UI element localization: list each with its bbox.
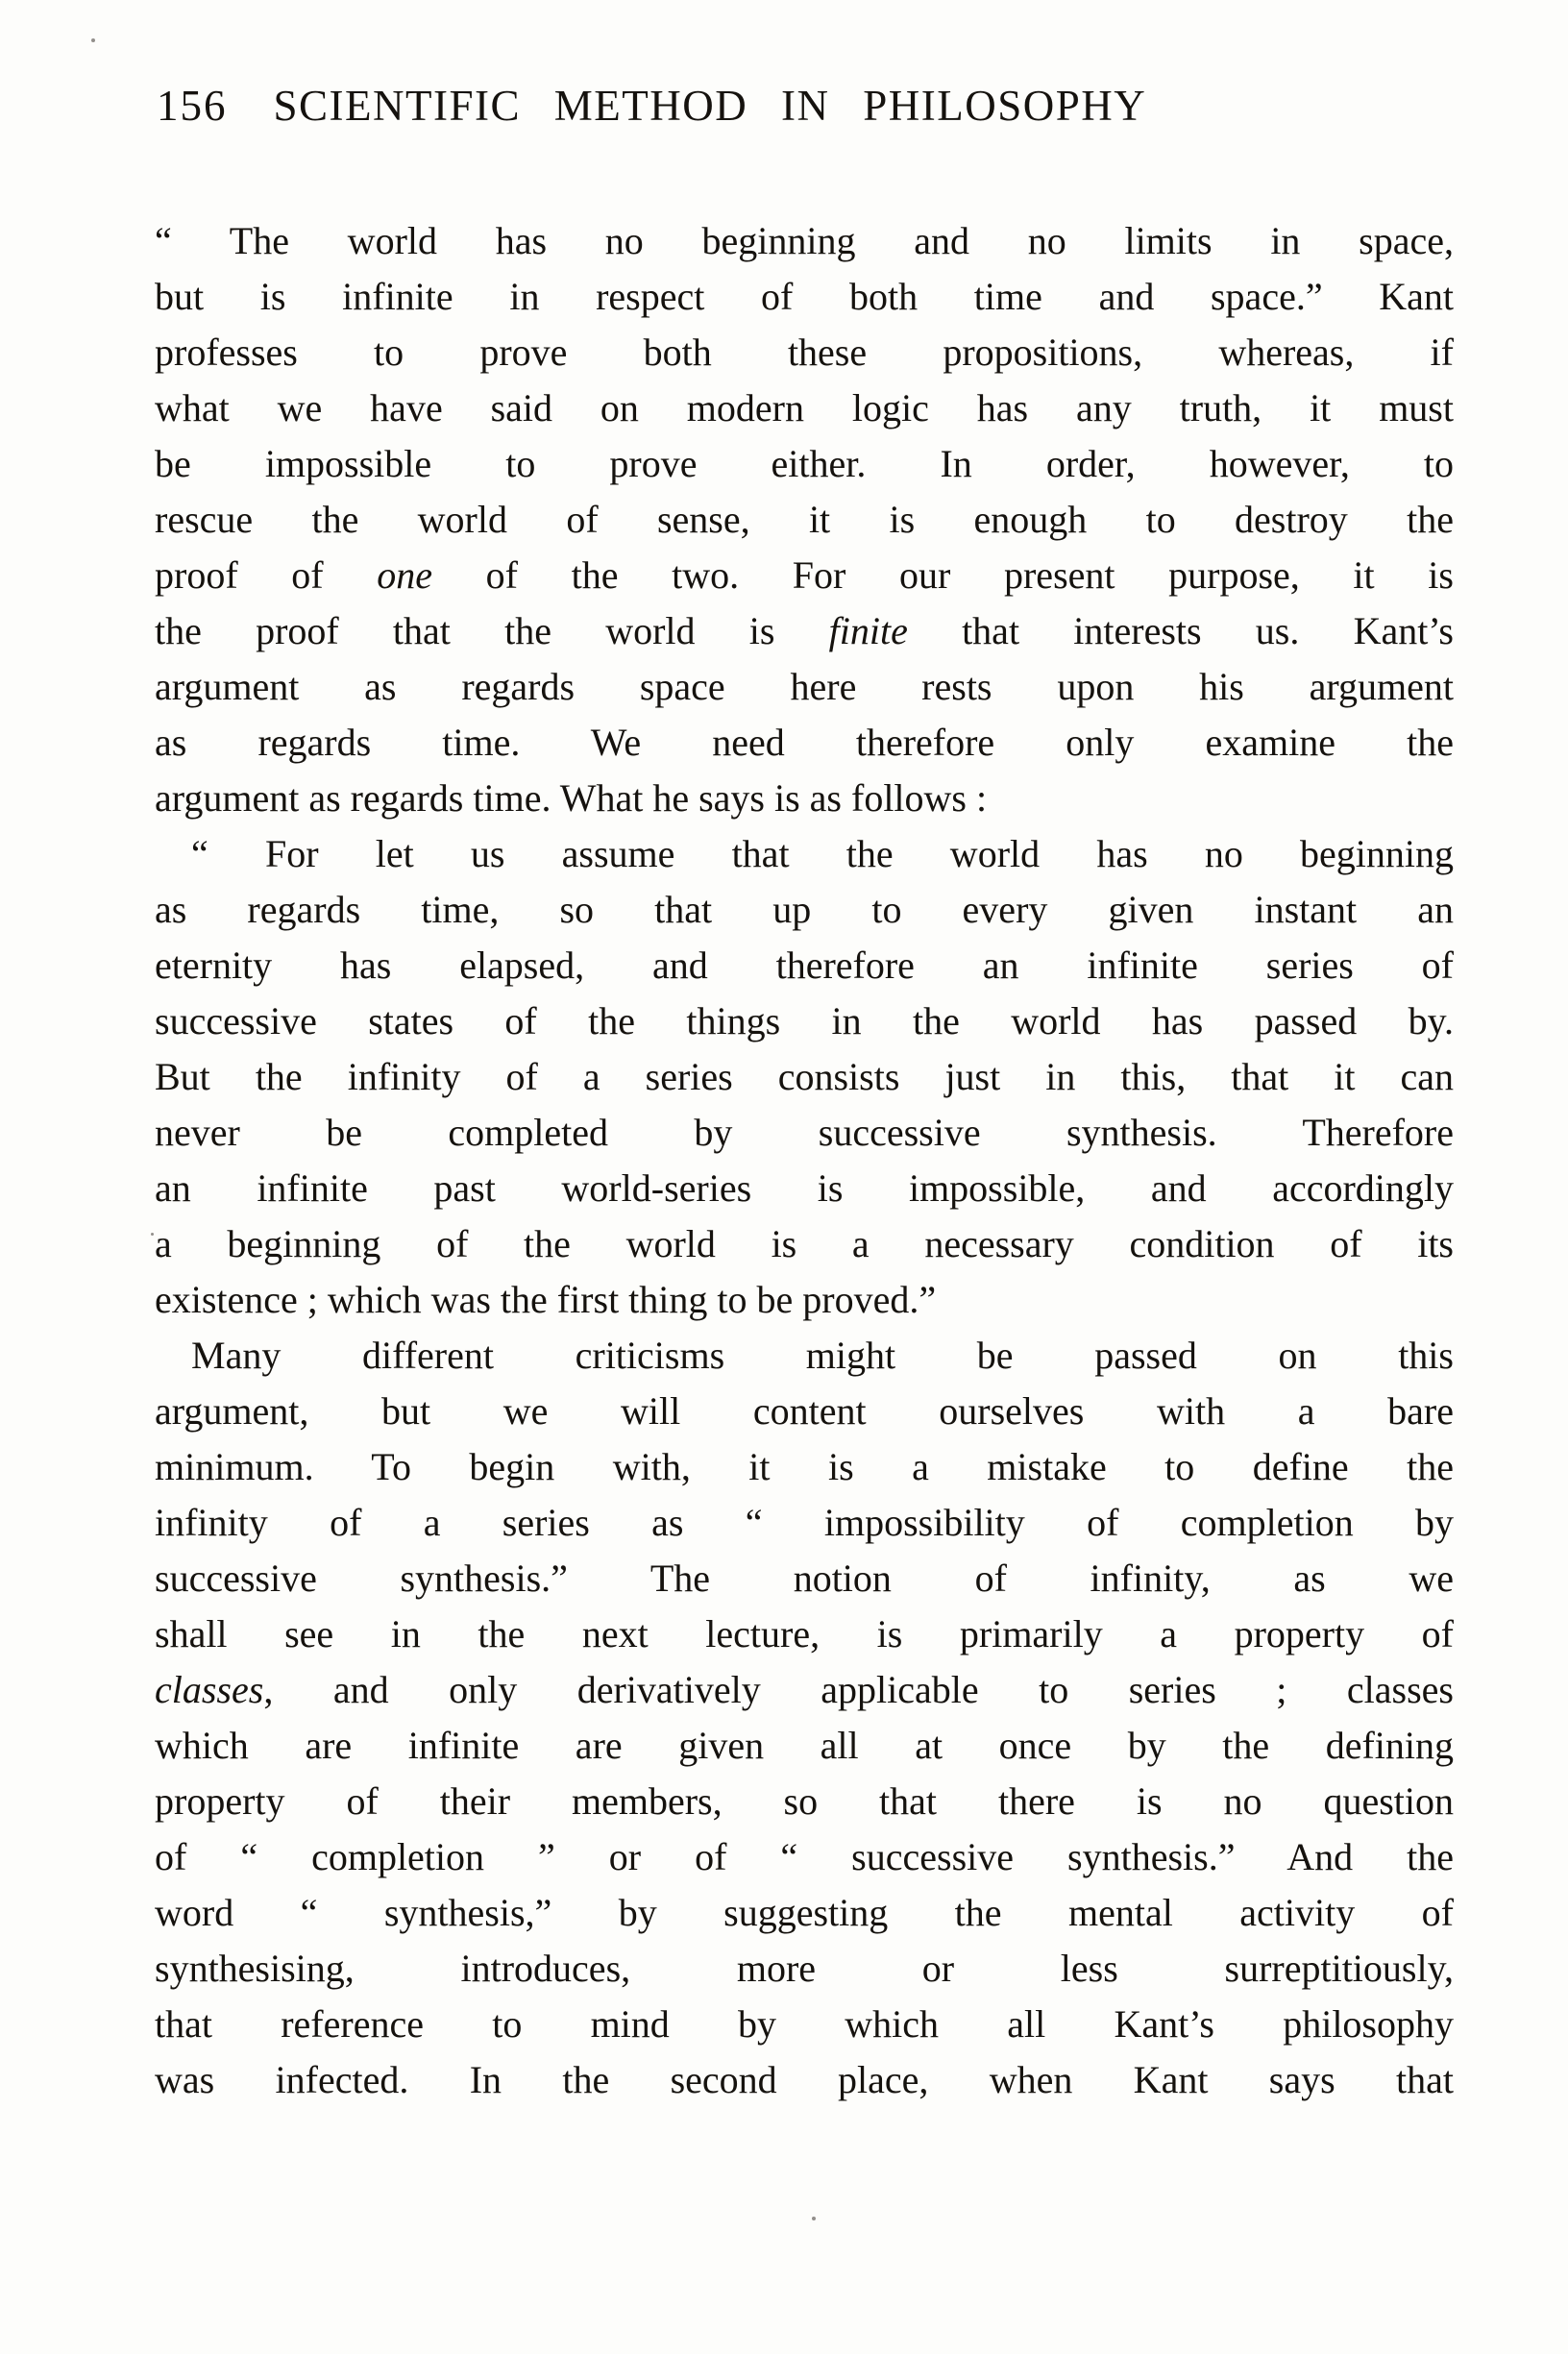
- text-line: [155, 1105, 1454, 1161]
- text-line: [155, 826, 1454, 882]
- text-line: [155, 436, 1454, 492]
- italic-text: finite: [828, 609, 908, 652]
- text-segment: rescue the world of sense, it is enough to destroy the: [155, 498, 1454, 541]
- text-segment: professes to prove both these propositions, whereas, if: [155, 331, 1454, 374]
- text-line: [155, 659, 1454, 715]
- text-segment: successive synthesis.” The notion of infinity, as we: [155, 1557, 1454, 1600]
- text-line: [155, 1662, 1454, 1718]
- text-segment: property of their members, so that there is no question: [155, 1779, 1454, 1823]
- text-segment: minimum. To begin with, it is a mistake to define the: [155, 1445, 1454, 1488]
- text-line: [155, 771, 1454, 826]
- text-segment: proof of: [155, 553, 378, 597]
- running-title: SCIENTIFIC METHOD IN PHILOSOPHY: [273, 82, 1147, 130]
- text-line: [155, 2052, 1454, 2108]
- text-block: [155, 213, 1454, 2108]
- italic-text: one: [377, 553, 433, 597]
- text-segment: be impossible to prove either. In order, however, to: [155, 442, 1454, 485]
- text-line: [155, 603, 1454, 659]
- text-line: [155, 325, 1454, 380]
- text-line: [155, 1606, 1454, 1662]
- text-line: [155, 1829, 1454, 1885]
- text-line: [155, 1272, 1454, 1328]
- text-segment: never be completed by successive synthesis. Therefore: [155, 1111, 1454, 1154]
- text-line: [155, 715, 1454, 771]
- text-line: [155, 882, 1454, 938]
- text-segment: that reference to mind by which all Kant’s philosophy: [155, 2002, 1454, 2046]
- scan-speck: [151, 1233, 154, 1236]
- text-line: [155, 1885, 1454, 1941]
- text-line: [155, 1551, 1454, 1606]
- text-segment: what we have said on modern logic has any truth, it must: [155, 386, 1454, 429]
- text-line: [155, 380, 1454, 436]
- text-segment: word “ synthesis,” by suggesting the mental activity of: [155, 1891, 1454, 1934]
- text-segment: argument as regards space here rests upon his argument: [155, 665, 1454, 708]
- text-line: [155, 1049, 1454, 1105]
- text-line: [155, 1384, 1454, 1439]
- text-segment: infinity of a series as “ impossibility of completion by: [155, 1501, 1454, 1544]
- text-segment: existence ; which was the first thing to be proved.”: [155, 1278, 937, 1321]
- text-line: [155, 1997, 1454, 2052]
- text-segment: successive states of the things in the world has passed by.: [155, 999, 1454, 1042]
- text-segment: as regards time. We need therefore only examine the: [155, 721, 1454, 764]
- text-segment: that interests us. Kant’s: [907, 609, 1454, 652]
- paragraph: [155, 1328, 1454, 2108]
- text-line: [155, 1774, 1454, 1829]
- text-segment: “ For let us assume that the world has no beginning: [191, 832, 1454, 875]
- text-segment: which are infinite are given all at once by the defining: [155, 1724, 1454, 1767]
- scan-speck: [91, 38, 95, 42]
- text-segment: was infected. In the second place, when Kant says that: [155, 2058, 1454, 2101]
- text-segment: but is infinite in respect of both time and space.” Kant: [155, 275, 1454, 318]
- text-segment: the proof that the world is: [155, 609, 829, 652]
- text-line: [155, 492, 1454, 548]
- text-line: [155, 993, 1454, 1049]
- text-line: [155, 213, 1454, 269]
- text-segment: of the two. For our present purpose, it is: [432, 553, 1454, 597]
- text-line: [155, 1439, 1454, 1495]
- text-line: [155, 1328, 1454, 1384]
- text-segment: an infinite past world-series is impossible, and accordingly: [155, 1166, 1454, 1210]
- text-segment: But the infinity of a series consists just in this, that it can: [155, 1055, 1454, 1098]
- paragraph: [155, 826, 1454, 1328]
- text-line: [155, 548, 1454, 603]
- text-segment: as regards time, so that up to every given instant an: [155, 888, 1454, 931]
- text-segment: Many different criticisms might be passed on this: [191, 1334, 1454, 1377]
- paragraph: [155, 213, 1454, 826]
- italic-text: classes: [155, 1668, 264, 1711]
- text-segment: shall see in the next lecture, is primarily a property of: [155, 1612, 1454, 1655]
- text-line: [155, 1941, 1454, 1997]
- text-segment: “ The world has no beginning and no limits in space,: [155, 219, 1454, 262]
- running-header: [157, 83, 1146, 129]
- text-line: [155, 269, 1454, 325]
- text-line: [155, 1495, 1454, 1551]
- text-segment: a beginning of the world is a necessary condition of its: [155, 1222, 1454, 1265]
- text-line: [155, 938, 1454, 993]
- text-segment: of “ completion ” or of “ successive synthesis.” And the: [155, 1835, 1454, 1878]
- text-segment: , and only derivatively applicable to series ; classes: [263, 1668, 1454, 1711]
- scan-speck: [812, 2217, 816, 2220]
- text-segment: eternity has elapsed, and therefore an infinite series of: [155, 944, 1454, 987]
- page-number: 156: [157, 82, 228, 130]
- text-segment: argument, but we will content ourselves with a bare: [155, 1389, 1454, 1433]
- text-segment: synthesising, introduces, more or less surreptitiously,: [155, 1947, 1454, 1990]
- text-line: [155, 1718, 1454, 1774]
- text-line: [155, 1216, 1454, 1272]
- text-segment: argument as regards time. What he says is as follows :: [155, 776, 988, 820]
- text-line: [155, 1161, 1454, 1216]
